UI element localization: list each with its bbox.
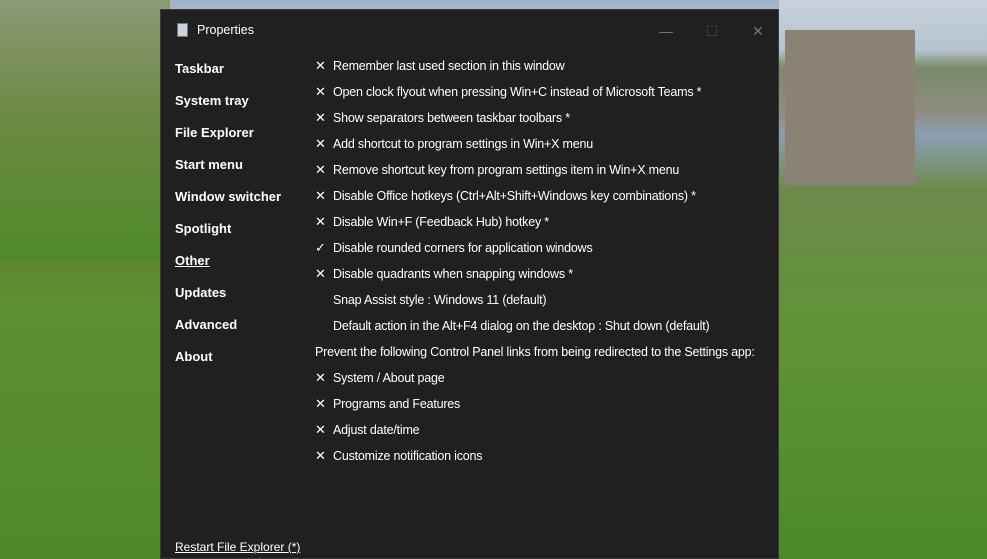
option-label: Open clock flyout when pressing Win+C instead of Microsoft Teams * (333, 85, 702, 99)
minimize-button[interactable]: — (659, 23, 673, 39)
option-item[interactable] (315, 395, 755, 421)
sidebar-item-spotlight[interactable]: Spotlight (175, 221, 232, 236)
maximize-button[interactable]: ☐ (705, 23, 719, 39)
restart-file-explorer-link[interactable]: Restart File Explorer (*) (175, 540, 301, 554)
sidebar-item-file-explorer[interactable]: File Explorer (175, 125, 254, 140)
section-heading (315, 343, 755, 369)
option-label: Default action in the Alt+F4 dialog on the desktop : Shut down (default) (333, 319, 710, 333)
sidebar-item-start-menu[interactable]: Start menu (175, 157, 243, 172)
x-mark-icon: ✕ (315, 84, 326, 99)
x-mark-icon: ✕ (315, 448, 326, 463)
option-item[interactable] (315, 369, 755, 395)
option-item[interactable] (315, 109, 755, 135)
option-label: Prevent the following Control Panel links from being redirected to the Settings app: (315, 345, 755, 359)
option-item[interactable] (315, 83, 755, 109)
option-item[interactable] (315, 135, 755, 161)
option-label: Add shortcut to program settings in Win+X menu (333, 137, 594, 151)
option-item[interactable] (315, 291, 755, 317)
option-label: Programs and Features (333, 397, 461, 411)
options-list (315, 57, 755, 473)
option-label: Disable Office hotkeys (Ctrl+Alt+Shift+Windows key combinations) * (333, 189, 696, 203)
title-bar[interactable] (161, 10, 778, 54)
option-item[interactable] (315, 213, 755, 239)
x-mark-icon: ✕ (315, 110, 326, 125)
x-mark-icon: ✕ (315, 266, 326, 281)
sidebar-item-system-tray[interactable]: System tray (175, 93, 249, 108)
option-item[interactable] (315, 239, 755, 265)
blank-icon (315, 317, 333, 343)
x-mark-icon: ✕ (315, 396, 326, 411)
sidebar-item-window-switcher[interactable]: Window switcher (175, 189, 282, 204)
x-mark-icon: ✕ (315, 58, 326, 73)
app-icon (177, 23, 188, 37)
option-item[interactable] (315, 265, 755, 291)
x-mark-icon: ✕ (315, 162, 326, 177)
sidebar-nav (175, 60, 305, 380)
option-label: Disable quadrants when snapping windows * (333, 267, 573, 281)
x-mark-icon: ✕ (315, 214, 326, 229)
option-label: Adjust date/time (333, 423, 420, 437)
x-mark-icon: ✕ (315, 188, 326, 203)
sidebar-item-other[interactable]: Other (175, 253, 210, 268)
sidebar-item-taskbar[interactable]: Taskbar (175, 61, 224, 76)
checkmark-icon: ✓ (315, 240, 326, 255)
option-item[interactable] (315, 57, 755, 83)
x-mark-icon: ✕ (315, 136, 326, 151)
blank-icon (315, 291, 333, 317)
close-button[interactable]: ✕ (752, 23, 764, 39)
sidebar-item-about[interactable]: About (175, 349, 213, 364)
option-label: Show separators between taskbar toolbars * (333, 111, 570, 125)
option-label: Customize notification icons (333, 449, 483, 463)
desktop-wallpaper-hill (0, 0, 170, 260)
x-mark-icon: ✕ (315, 370, 326, 385)
option-label: Disable rounded corners for application windows (333, 241, 593, 255)
window-title: Properties (197, 23, 254, 37)
option-item[interactable] (315, 187, 755, 213)
wallpaper-castle (785, 30, 915, 185)
option-item[interactable] (315, 317, 755, 343)
option-label: Disable Win+F (Feedback Hub) hotkey * (333, 215, 549, 229)
option-label: System / About page (333, 371, 445, 385)
option-label: Snap Assist style : Windows 11 (default) (333, 293, 547, 307)
option-label: Remember last used section in this window (333, 59, 565, 73)
option-label: Remove shortcut key from program settings item in Win+X menu (333, 163, 680, 177)
sidebar-item-updates[interactable]: Updates (175, 285, 227, 300)
option-item[interactable] (315, 447, 755, 473)
option-item[interactable] (315, 421, 755, 447)
properties-window (160, 9, 779, 559)
option-item[interactable] (315, 161, 755, 187)
x-mark-icon: ✕ (315, 422, 326, 437)
sidebar-item-advanced[interactable]: Advanced (175, 317, 238, 332)
